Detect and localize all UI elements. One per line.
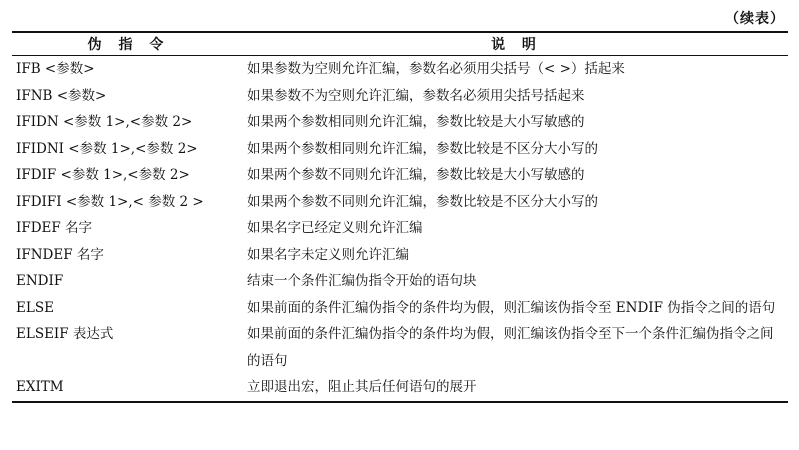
- table-row: [12, 268, 788, 295]
- row-ifb-desc: 如果参数为空则允许汇编，参数名必须用尖括号（< >）括起来: [247, 61, 625, 77]
- row-ifdef-desc: 如果名字已经定义则允许汇编: [247, 220, 423, 236]
- row-else-name: ELSE: [16, 299, 54, 316]
- table-row: [12, 215, 788, 242]
- row-endif-desc: 结束一个条件汇编伪指令开始的语句块: [247, 273, 477, 289]
- row-ifdef-name: IFDEF 名字: [16, 220, 93, 236]
- table-row: [12, 162, 788, 189]
- table-row: [12, 295, 788, 322]
- row-ifnb-desc: 如果参数不为空则允许汇编，参数名必须用尖括号括起来: [247, 87, 585, 104]
- table-row: [12, 189, 788, 216]
- table-row: [12, 374, 788, 402]
- row-elseif-desc: 如果前面的条件汇编伪指令的条件均为假，则汇编该伪指令至下一个条件汇编伪指令之间的语句: [247, 326, 774, 369]
- row-ifidn-name: IFIDN <参数 1>,<参数 2>: [16, 114, 193, 130]
- row-ifndef-name: IFNDEF 名字: [16, 246, 104, 263]
- row-elseif-name: ELSEIF 表达式: [16, 326, 114, 342]
- header-pseudo-instruction: 伪 指 令: [87, 37, 170, 53]
- table-header-row: [12, 32, 788, 56]
- row-ifdif-desc: 如果两个参数不同则允许汇编，参数比较是大小写敏感的: [247, 167, 585, 183]
- row-endif-name: ENDIF: [16, 273, 64, 289]
- row-ifidn-desc: 如果两个参数相同则允许汇编，参数比较是大小写敏感的: [247, 114, 585, 130]
- row-ifidni-name: IFIDNI <参数 1>,<参数 2>: [16, 140, 198, 157]
- row-ifndef-desc: 如果名字未定义则允许汇编: [247, 246, 409, 263]
- table-row: [12, 321, 788, 374]
- row-exitm-desc: 立即退出宏，阻止其后任何语句的展开: [247, 379, 477, 395]
- row-else-desc: 如果前面的条件汇编伪指令的条件均为假，则汇编该伪指令至 ENDIF 伪指令之间的语句: [247, 299, 776, 316]
- row-ifidni-desc: 如果两个参数相同则允许汇编，参数比较是不区分大小写的: [247, 140, 598, 157]
- table-row: [12, 109, 788, 136]
- row-ifdifi-desc: 如果两个参数不同则允许汇编，参数比较是不区分大小写的: [247, 193, 598, 210]
- table-row: [12, 136, 788, 163]
- continued-label: （续表）: [725, 11, 785, 27]
- table-row: [12, 242, 788, 269]
- row-ifdifi-name: IFDIFI <参数 1>,< 参数 2 >: [16, 193, 204, 210]
- row-exitm-name: EXITM: [16, 379, 64, 395]
- pseudo-instruction-table: [12, 31, 788, 403]
- row-ifnb-name: IFNB <参数>: [16, 87, 107, 104]
- header-description: 说 明: [491, 37, 542, 53]
- row-ifdif-name: IFDIF <参数 1>,<参数 2>: [16, 167, 190, 183]
- table-row: [12, 83, 788, 110]
- table-row: [12, 56, 788, 83]
- row-ifb-name: IFB <参数>: [16, 61, 95, 77]
